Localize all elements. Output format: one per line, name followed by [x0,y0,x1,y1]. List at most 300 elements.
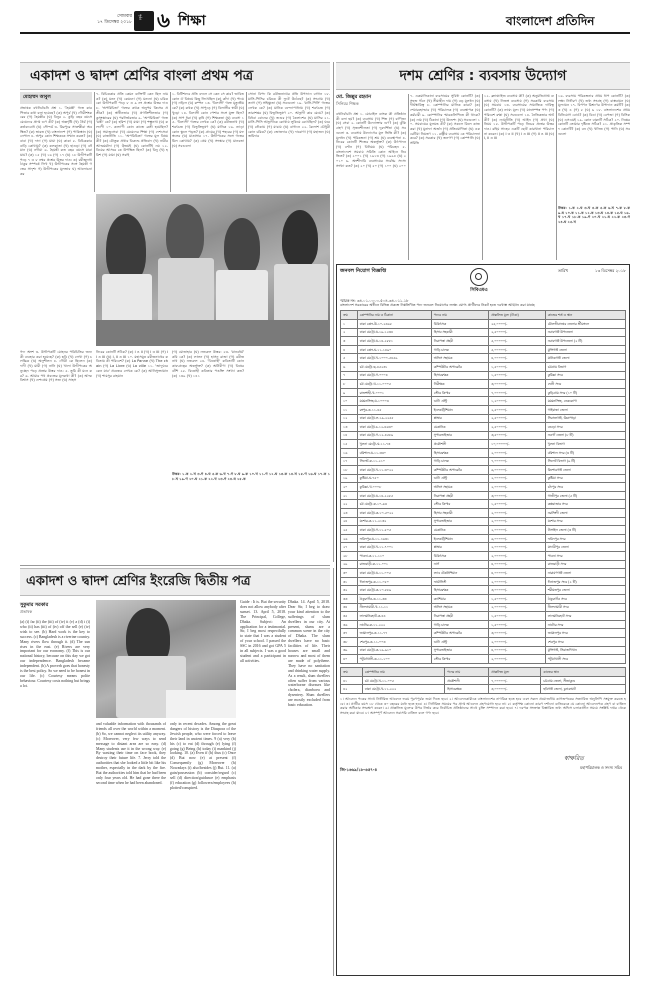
notice-memo: স্মারক নং: ৩৪.০১.০০০০.৫০৪.৩৪.০১১.১৮ [340,298,409,303]
table-cell: স্টোর কিপার [431,388,488,397]
table-cell: ৩৬ [341,620,358,629]
table-cell: দিনাজপুর সদর (২ টি) [545,577,625,586]
table-cell: সিলেট-ক-১১-২১০ [357,457,431,466]
table-cell: নওগাঁ জেলা (৮ টি) [545,431,625,440]
table-header-cell: প্রাক্কলিত মূল্য (টাকা) [489,311,546,320]
table-cell: ৭,০০০০০/- [489,388,546,397]
table-cell: শেরপুর-ক-১১-০০৩ [357,637,431,646]
table-cell: ময়মনসিংহ, নেত্রকোণা [545,397,625,406]
table-cell: ৪১ [341,676,363,685]
table-cell: নারায়ণগঞ্জ জেলা [545,569,625,578]
table-header-cell: কোম্পানির নাম ও ঠিকানা [357,311,431,320]
table-cell: ১৩ [341,423,358,432]
table-row [341,534,626,543]
table-cell: যশোর-ক-১১-২১৩২ [357,517,431,526]
table-cell: বগুড়া সদর [545,423,625,432]
table-cell: ৩,০০০০০/- [489,491,546,500]
table-cell: শেরপুর সদর [545,637,625,646]
table-cell: ২,০০০০০/- [489,526,546,535]
table-cell: হিসাবরক্ষক [445,685,489,694]
table-row [341,595,626,604]
student-writing-photo [96,600,236,718]
table-cell: চট্ট মেট্রো-ক-১০-৯৩ [357,500,431,509]
table-cell: ৭ [341,371,358,380]
table-cell: সিলেট বিভাগ (৯ টি) [545,457,625,466]
column-divider [482,94,483,260]
table-cell: ১০,০০০০০/- [489,440,546,449]
table-cell: ১৯ [341,474,358,483]
business-author: মো. জিল্লুর রহমান [336,95,371,100]
table-row [341,603,626,612]
table-cell: ইলেকট্রিশিয়ান [431,405,488,414]
table-cell: ঠাকুরগাঁও সদর [545,595,625,604]
table-cell: ১০ [341,397,358,406]
table-row [341,620,626,629]
table-header-cell: প্রাক্কলিত মূল্য [489,667,541,676]
column-divider [333,568,334,976]
table-cell: পাবনা-ক-১১-১১০ [357,552,431,561]
table-cell: ২১ [341,491,358,500]
english-article-title: একাদশ ও দ্বাদশ শ্রেণির ইংরেজি দ্বিতীয় পত্র [26,574,251,589]
table-cell: নাটোর সদর [545,620,625,629]
students-photo [96,194,330,346]
table-row [341,509,626,518]
table-row [341,552,626,561]
table-row [341,474,626,483]
table-row [341,526,626,535]
table-cell: মেকানিক [431,526,488,535]
table-cell: ৪,০০০০০/- [489,560,546,569]
table-cell: ঢাকা মেট্রো-গ-০০০৪ [357,371,431,380]
table-cell: ঢাকা মেট্রো-খ-১১-৭০০১ [357,543,431,552]
table-cell: ২৮ [341,552,358,561]
table-row [341,685,626,694]
table-cell: রংপুর-ক-১১-৪৫ [357,405,431,414]
table-cell: চট্ট মেট্রো-খ-১১-০০৫ [362,676,444,685]
table-cell: ৩,০০০০০/- [489,586,546,595]
business-col-4: ১৬. ব্যবসায় পরিকল্পনার প্রথম ধাপ কোনটি? (ক) লক্ষ্য নির্ধারণ (খ) তথ্য সংগ্রহ (গ) বাস্তবায়ন (ঘ) মূল্যায়ন ১৭. বিপণন মিশ্রণের উপাদান কয়টি? (ক) ৩ (খ) ৪ (গ) ৫ (ঘ) ৬ ১৮. বাংলাদেশের প্রথম বিনিয়োগ বোর্ড? (ক) বিডা (খ) বেপজা (গ) বিসিক (ঘ) এসএমই ১৯. কোন বাক্যটি সঠিক? ২০. নিম্নের কোনটি তোমার দৃষ্টিতে সঠিক? ২১. প্রাকৃতিক সম্পদ কোনটি? (ক) বন (খ) খনিজ (গ) পানি (ঘ) সবগুলো [558,94,630,136]
table-cell: ১৬ [341,448,358,457]
table-cell: রাজবাড়ী-ক-১১-০০১ [357,560,431,569]
table-cell: ১,২০০০০/- [489,397,546,406]
bangla-author: মোহাম্মদ আবুল [23,95,51,100]
notice-sub-table-body [341,676,626,693]
table-cell: হিসাব সহকারী [431,328,488,337]
table-cell: ৬,০০০০০/- [489,466,546,475]
table-cell: প্লাম্বার [431,414,488,423]
table-cell: সিরাজগঞ্জ, উল্লাপাড়া [545,414,625,423]
column-divider [333,62,334,562]
business-answers: উত্তর: ১.ক ২.ঘ ৩.খ ৪.ক ৫.ক ৬.খ ৭.ক ৮.ক ৯.ঘ ১০.ক ১১.ক ১২.ক ১৩.ঘ ১৪.ক ১৫.ঘ ১৬.খ ১৭.খ ১৮.ক ১৯.গ ২০.খ ২১.ঘ ২২.ক ২৩.গ ২৪.ঘ ২৫.খ [558,206,630,225]
english-col-2: and valuable information with thousands of friends all over the world within a moment. (b) So, we cannot neglect its utility anyway. (c) Moreover, very few ways to send message to distant area are so easy. (d) Many students use it in the wrong way. (e) By wasting their time on face book, they destroy their future life. 7. Jerry told the authorities that she looked a little bit like his mother, especially in the dark by the fire. But the authorities told him that he had been only four years old. He had gone there the second time when he had been abandoned. [96,722,166,785]
brand-logo: বাংলাদেশ প্রতিদিন [506,14,595,28]
table-row [341,569,626,578]
table-row [341,320,626,329]
table-row [341,423,626,432]
english-col-1: (a) (i) far (ii) the (iii) of (iv) it (v) a (d) i (i) who (ii) has (iii) of (iv) off the sell (e) (iv) wish to see. (b) Hard work is the key to success. (c) Bangladesh is a riverine country. Many rivers flow through it. (d) The sun rises in the east. (e) Rivers are very important for our economy. (f) This is our national history, because on this day we got our independence. Bangladesh became independent. (b) A proverb goes that honesty is the best policy. So we need to be honest in our life. (c) Courtesy means polite behaviour. Courtesy costs nothing but brings a lot. [20,620,90,688]
table-cell: কম্পিউটার অপারেটর [431,362,488,371]
table-cell: মানিকগঞ্জ জেলা [545,354,625,363]
table-cell: ২৯ [341,560,358,569]
table-cell: ৪ [341,345,358,354]
table-cell: দিনাজপুর-ক-১১-০৫০ [357,577,431,586]
table-cell: ঢাকা মেট্রো-ঘ-১৪-২২৮৫ [357,491,431,500]
business-author-role: সিনিয়র শিক্ষক [336,101,359,106]
table-row [341,362,626,371]
table-cell: ২,০০০০০/- [489,577,546,586]
table-cell: চিকিৎসক [431,320,488,329]
table-cell: ৮ [341,380,358,389]
table-cell: গাইবান্ধা জেলা [545,405,625,414]
english-author-box [20,602,90,618]
table-row [341,560,626,569]
table-cell: ১,৫০০০০/- [489,371,546,380]
table-cell: গাড়ি চালক [431,620,488,629]
english-author: সুকুমার সরকার [20,603,49,608]
table-cell: পটুয়াখালী সদর [545,655,625,664]
table-cell: ৩,০০০০০/- [489,685,541,694]
bangla-col-1: প্রভাষক বহুনির্বাচনি প্রশ্ন ১. 'হৈমন্তী' গল্পে কার পিতার কথা বলা হয়েছে? (ক) অপুর্ব (খ) গৌরীশংকরের (গ) হৈমন্তীর (ঘ) বিনুর ২. কুড়ি বছর বয়সে মেয়েদের প্রাপ্ত গুণ কী? (ক) অন্তর্দৃষ্টি (খ) ধৈর্য (গ) কর্তব্যবোধ (ঘ) সৌন্দর্য ৩. মিরপুরে সাতক্ষীরা অবস্থিত? (ক) ভারত (খ) বাংলাদেশ (গ) পাকিস্তান (ঘ) নেপাল ৪. অপুর কোন শিক্ষককে সম্মান করত? (ক) বাবা (খ) দাদা (গ) মামা (ঘ) কাকা ৫. বিচিত্রকার বাড়ি কোথায়? (ক) কলকাতা (খ) হাওড়া (গ) বর্ধমান (ঘ) নদীয়া ৬. হৈমন্তী কত বছর বয়সে মারা যায়? (ক) ১৫ (খ) ১৬ (গ) ১৭ (ঘ) ১৮ উদ্দীপকটি পড়ে ৭ ও ৮ নম্বর প্রশ্নের উত্তর দাও: ক) রবীন্দ্রনাথ ঠাকুর সম্পর্কে লিখ খ) উদ্দীপকের সঙ্গে হৈমন্তী গল্পের সাদৃশ্য গ) উদ্দীপকের মূলভাব ঘ) আলোচনা কর [20,106,92,176]
table-cell: ২,৫০০০০/- [489,328,546,337]
table-row [341,448,626,457]
table-row [341,517,626,526]
table-cell: ঢাকা মেট্রো-গ-১২-৪৫৮৯ [357,431,431,440]
table-row [341,397,626,406]
table-cell: ঢাকা মেট্রো-ল-১৯-২২৫৫ [357,414,431,423]
table-cell: শরীয়তপুর জেলা [545,586,625,595]
table-cell: লালমনিরহাট সদর [545,612,625,621]
table-cell: কিশোরগঞ্জ জেলা [545,466,625,475]
table-cell: ১,৫০০০০/- [489,595,546,604]
table-cell: অফিস সহায়ক [431,603,488,612]
column-divider [556,94,557,260]
table-cell: ফরিদপুর সদর [545,534,625,543]
table-cell: ডাটা এন্ট্রি [431,637,488,646]
table-cell: ফার্মাসিস্ট [431,577,488,586]
table-cell: ৩৩ [341,595,358,604]
table-cell: বরিশাল সদর (৩ টি) [545,448,625,457]
table-cell: ৯ [341,388,358,397]
table-cell: ৩০ [341,569,358,578]
notice-sub: বাংলাদেশ সরকারের অধীনে বিভিন্ন প্রকল্পে নিম্নলিখিত পদে জনবল নিয়োগের লক্ষ্যে যোগ্য প্রার্থীদের নিকট হতে দরখাস্ত আহ্বান করা যাচ্ছে [340,303,535,307]
table-cell: নিরাপত্তা প্রহরী [431,491,488,500]
masthead [20,8,630,34]
ad-code: জি-১৬৬৯/১৮-৬৫৭-৪ [340,766,378,772]
column-divider [170,92,171,192]
table-cell: ৬ [341,362,358,371]
table-cell: ২ [341,328,358,337]
table-cell: ১৪ [341,431,358,440]
table-cell: হিসাবরক্ষক [431,448,488,457]
table-cell: প্রকৌশলী [431,440,488,449]
page-number-badge [134,11,154,31]
notice-table-body [341,320,626,664]
table-cell: ৩ [341,337,358,346]
table-cell: ময়মনসিংহ-ঘ-১০০০৩ [357,397,431,406]
table-row [341,414,626,423]
table-cell: অফিস সহায়ক [431,354,488,363]
table-cell: পটুয়াখালী-ক-১১-১০০ [357,655,431,664]
table-cell: স্টোর কিপার [431,500,488,509]
table-cell: রাজশাহী-খ-০০০১ [357,388,431,397]
table-cell: প্রকৌশলী [445,676,489,685]
table-cell: স্টোর কিপার [431,655,488,664]
table-cell: মৌলভীবাজার জেলার শ্রীমঙ্গলে [545,320,625,329]
table-cell: ঢাকা মেট্রো-গ-১১-৫০৫ [357,526,431,535]
english-author-role: প্রভাষক [20,609,33,614]
table-header-cell: কোম্পানির নাম [362,667,444,676]
table-cell: ৭,০০০০০/- [489,676,541,685]
table-cell: ঢাকা মেট্রো-খ-১০০০-৫৪৫৯ [357,354,431,363]
table-cell: ২,০০০০০/- [489,655,546,664]
table-header-cell: ক্রম [341,311,358,320]
table-cell: চট্টগ্রাম জেলা, সীতাকুণ্ড [541,676,626,685]
table-cell: ঢাকা মেট্রো-চ-১২-৪৬৩০ [357,423,431,432]
table-cell: গাজীপুর জেলা (৫ টি) [545,491,625,500]
table-cell: ৫,০০০০০/- [489,345,546,354]
table-cell: ৪২ [341,685,363,694]
table-row [341,543,626,552]
table-row [341,577,626,586]
table-cell: ২৫ [341,526,358,535]
table-cell: খুলনা মেট্রো-ঘ-১১-৭৩ [357,440,431,449]
table-header-cell: ক্রম [341,667,363,676]
table-row [341,457,626,466]
bangla-lower-col-3: (গ) মোতাহার (ঘ) নজরুল উত্তর: ২৩. 'মানবধর্ম' কবি কে? (ক) লালন (খ) হাসন রাজা (গ) রবীন্দ্রনাথ (ঘ) নজরুল ২৪. 'বিদ্রোহী' কবিতাটি কোন কাব্যগ্রন্থের অন্তর্ভুক্ত? (ক) অগ্নিবীণা (খ) বিষের বাঁশি ২৫. বিদ্রোহী কবিতার পঙক্তি সংখ্যা কত? (ক) ১৩৯ (খ) ১৪১ [172,350,244,378]
table-cell: ৪,০০০০০/- [489,646,546,655]
table-cell: ২,০০০০০/- [489,483,546,492]
table-row [341,676,626,685]
business-col-3: ১২. ফ্র্যাঞ্চাইজ ব্যবসায় কী? (ক) অনুমতিপ্রাপ্ত ব্যবসায় (খ) নিজস্ব ব্যবসায় (গ) সরকারি ব্যবসায় (ঘ) সমবায় ১৩. ব্যবসায়ের সামাজিক দায়িত্ব কোনটি? (ক) ন্যায্য মূল্য (খ) মানসম্পন্ন পণ্য (গ) পরিবেশ রক্ষা (ঘ) সবগুলো ১৪. নৈতিকতার অর্থ কী? (ক) ন্যায়নীতি (খ) আইন (গ) প্রথা (ঘ) নিয়ম ১৫. উদ্দীপকটি পড়ে নিচের প্রশ্নের উত্তর দাও। রহিম সাহেব একটি ছোট কারখানা পরিচালনা করেন। (ক) i ও ii (খ) i ও iii (গ) ii ও iii (ঘ) i, ii ও iii [484,94,554,141]
table-cell: চট্ট মেট্রো-ছ-৪৫২৩১ [357,362,431,371]
business-col-2: ৭. একমালিকানা ব্যবসায়ের সুবিধা কোনটি? (ক) সহজ গঠন (খ) সীমাহীন দায় (গ) বড় মূলধন (ঘ) দীর্ঘস্থায়িত্ব ৮. কোম্পানির মালিক কারা? (ক) শেয়ারহোল্ডার (খ) পরিচালক (গ) ব্যবস্থাপক (ঘ) কর্মচারী ৯. কোম্পানির স্মারকলিপিতে কী থাকে? (ক) নাম (খ) ঠিকানা (গ) উদ্দেশ্য (ঘ) সবগুলো ১০. সমবায়ের মূলমন্ত্র কী? (ক) সকলে মিলে কাজ করা (খ) মুনাফা অর্জন (গ) প্রতিযোগিতা (ঘ) একচেটিয়া নিয়ন্ত্রণ ১১. রাষ্ট্রীয় ব্যবসায় কে পরিচালনা করে? (ক) সরকার (খ) জনগণ (গ) কোম্পানি (ঘ) সমিতি [410,94,480,146]
notice-table-header [341,311,626,320]
table-row [341,491,626,500]
table-cell: ঠাকুরগাঁও-ক-১১-৩৩ [357,595,431,604]
table-cell: যশোর সদর [545,517,625,526]
notice-sub-table [340,667,626,694]
notice-date-label: তারিখ [557,268,568,273]
table-cell: হিসাবরক্ষক [431,586,488,595]
english-article-title-band [20,568,330,596]
table-cell: প্লাম্বার [431,543,488,552]
table-cell: ঢাকা মেট্রো-খ-১১-২২২ [362,685,444,694]
column-divider [408,94,409,260]
table-cell: কুমিল্লা সদর [545,371,625,380]
table-cell: কক্সবাজার সদর [545,500,625,509]
table-cell: ৩৫ [341,612,358,621]
table-cell: অফিস সহায়ক [431,483,488,492]
table-row [341,380,626,389]
table-cell: নীলফামারী সদর [545,603,625,612]
table-cell: ২,৫০০০০/- [489,423,546,432]
table-cell: ডাটা এন্ট্রি [431,397,488,406]
bangla-lower-col-2: নিচের কোনটি সঠিক? (ক) i ও ii (খ) i ও iii (গ) ii ও iii (ঘ) i, ii ও iii ১০. মহাসমুদ্র রবীন্দ্রনাথের কবিতায় কী পরিবেশ? (ক) La Panne (খ) The chain (গ) La Livre (ঘ) La ville ১১. 'জাদুঘরে কেন যাব' প্রবন্ধের লেখক কে? (ক) আনিসুজ্জামান (খ) শামসুর রাহমান [96,350,168,378]
table-cell: ১,৫০০০০/- [489,500,546,509]
table-cell: ৫,০০০০০/- [489,337,546,346]
table-cell: ৩৯ [341,646,358,655]
table-cell: মেকানিক [431,423,488,432]
table-row [341,354,626,363]
bangla-author-box [20,92,92,104]
table-cell: কম্পিউটার অপারেটর [431,466,488,475]
bangla-lower-col-1: গদ্য অংশ ৩. উদ্দীপকটি মোহনর পরিচিতির জন্য কী ব্যবহার করা হয়েছে? (ক) ছবি (খ) লেখা (গ) চলচ্চিত্র (ঘ) অনুশীলন ৪. গৌরী কে ছিলেন (ক) দাদী (খ) মামী (গ) নানি (ঘ) খালা উদ্দীপকের অনুচ্ছেদ পড়ে প্রশ্নের উত্তর দাও: ৫. তুমি কী মনে কর? ৬. আমার পথ প্রবন্ধের মূলকথা কী? (ক) আত্মবিশ্বাস (খ) দেশপ্রেম (গ) সত্য (ঘ) সাহস [20,350,92,383]
day: সোমবার [117,14,132,19]
business-author-box [336,94,406,110]
column-divider [246,92,247,192]
table-cell: মুন্সিগঞ্জ জেলা [545,345,625,354]
table-row [341,328,626,337]
table-cell: ঢাকা কোং-ঘ-১১-১৪৯০ [357,345,431,354]
table-cell: ২,৫০০০০/- [489,405,546,414]
table-cell: ঢাকা মেট্রো-ঘ-১৯-১২৩৪ [357,328,431,337]
table-cell: ৪,০০০০০/- [489,569,546,578]
table-cell: জামালপুর সদর [545,629,625,638]
table-row [341,655,626,664]
table-row [341,337,626,346]
bangla-col-4: সোনা বিপদ কি রবীন্দ্রনাথের প্রতি উপাদান বাগান ১৮. মাসি-পিসির চরিত্রে কী ফুটে উঠেছে? (ক) সংগ্রাম (খ) ত্যাগ (গ) সহিষ্ণুতা (ঘ) সবগুলো ১৯. 'মাসি-পিসি' গল্পের লেখক কে? (ক) মানিক বন্দ্যোপাধ্যায় (খ) শরৎচন্দ্র (গ) তারাশঙ্কর (ঘ) বিভূতিভূষণ ২০. আহ্লাদী কার মেয়ে? (ক) বিধবা বোনের (খ) জগুর (গ) কৈলাশের (ঘ) মাসির ২১. মাসি-পিসি আহ্লাদীকে কোথায় লুকিয়ে রেখেছিল? (ক) ঘরে (খ) নৌকায় (গ) মাচায় (ঘ) বাগানে ২২. কৈলাশ চৌধুরী কোন চরিত্র? (ক) জোতদার (খ) দারোগা (গ) মহাজন (ঘ) জমিদার [248,92,330,139]
table-cell: কম্পিউটার অপারেটর [431,629,488,638]
org-name: সিবিএমএ [470,288,488,293]
table-cell: ফরিদপুর-ঘ-১১-১৬৩১ [357,534,431,543]
section-divider [20,565,330,566]
table-cell: ডাটা এন্ট্রি [431,474,488,483]
table-cell: ৭,০০০০০/- [489,457,546,466]
table-cell: নবাবগঞ্জ উপজেলা [545,328,625,337]
table-cell: ঢাকা মেট্রো-ঘ-১৪-২৮৮১ [357,337,431,346]
english-col-3: only in recent decades. Among the great dangers of history is the Diaspora of the Jewish people, who were forced to leave their land in ancient times. 9 (a) very (b) his (c) to eat (d) through (e) lying (f) going (g) Being (h) today (i) mankind (j) looking. 10. (a) Even if (b) thus (c) Once (d) But now (e) at present (f) Consequently (g) Moreover (h) Nowadays (i) also/besides (j) But. 11. (a) gain/possession (b) consider/regard (c) sell (d) direction/guidance (e) emphasis (f) education (g) followers/employees (h) plotted/conspired. [170,722,236,790]
table-cell: কুমিল্লা-খ-০০০৮ [357,483,431,492]
table-row [341,586,626,595]
bangla-col-2: ৭. বিচিত্রকার প্রতি কেমন ব্যক্তিটি কেন ছিল নামক? (ক) মনন (খ) কেমনো (গ) মননো (ঘ) চরিত্রকো উদ্দীপকটি পড়ে ৮ ও ৯ নং প্রশ্নের উত্তর দাও ৮. 'অপরিচিতা' গল্পের কথক অনুপম কিসের প্রতীক? (ক) স্বাধীনতার (খ) প্রগতিশীলতার (গ) কুসংস্কারের (ঘ) পরনির্ভরতার ৯. 'অপরিচিতা' গল্পে 'মন্ত্রী' কে? (ক) হরিশ (খ) মামা (গ) শম্ভুনাথ (ঘ) কল্যাণী ১০. কল্যাণী কোন কাজে ব্রতী হয়েছিল? (ক) সমাজসেবা (খ) মেয়েদের শিক্ষা (গ) দেশসেবা (ঘ) রাজনীতি ১১. 'অপরিচিতা' গল্পের মূল বিষয় কী? (ক) যৌতুক প্রথার বিরুদ্ধে প্রতিবাদ (খ) নারীর আত্মমর্যাদা (গ) উভয়ই (ঘ) কোনটিই নয় ১২. বিয়ের আসরে কে উপস্থিত ছিল? (ক) বিনু (খ) হরিশ (গ) মামা (ঘ) সবাই [96,92,168,158]
table-row [341,637,626,646]
bangla-answers: উত্তর: ১.ক ২.খ ৩.গ ৪.ঘ ৫.ক ৬.খ ৭.গ ৮.ঘ ৯.ক ১০.খ ১১.গ ১২.ঘ ১৩.ক ১৪.খ ১৫.গ ১৬.ঘ ১৭.ক ১৮.খ ১৯.গ ২০.ঘ ২১.ক ২২.খ ২৩.গ ২৪.ঘ ২৫.ক [172,472,330,481]
table-cell: কুষ্টিয়া সদর [545,474,625,483]
table-cell: ৩,০০০০০/- [489,380,546,389]
table-cell: নিরীক্ষক [431,380,488,389]
signature-name: স্বাক্ষরিত [564,754,584,762]
table-cell: ৩১ [341,577,358,586]
table-cell: হিসাবরক্ষক [431,371,488,380]
table-cell: ১,৫০০০০/- [489,620,546,629]
table-cell: ১ [341,320,358,329]
table-cell: ২,০০০০০/- [489,543,546,552]
table-cell: ২,০০০০০/- [489,509,546,518]
table-cell: ২,৫০০০০/- [489,414,546,423]
bangla-article-title: একাদশ ও দ্বাদশ শ্রেণির বাংলা প্রথম পত্র [30,68,254,84]
table-cell: সুপারভাইজার [431,431,488,440]
table-cell: ৫ [341,354,358,363]
table-row [341,405,626,414]
table-header-cell: পদের নাম [431,311,488,320]
table-cell: কুষ্টিয়া-ঘ-৭৫০ [357,474,431,483]
table-cell: ৩৮ [341,637,358,646]
table-cell: মাদারীপুর জেলা [545,543,625,552]
table-cell: ১৫ [341,440,358,449]
table-cell: নবাবগঞ্জ উপজেলা (২ টি) [545,337,625,346]
table-cell: ৩৭ [341,629,358,638]
notice-table [340,310,626,664]
table-cell: চাঁদপুর সদর [545,483,625,492]
table-cell: ১১ [341,405,358,414]
table-cell: ঢাকা কোং-উ-১০-২৪৬৫ [357,320,431,329]
table-cell: ৩৪ [341,603,358,612]
table-cell: হিসাব সহকারী [431,509,488,518]
table-row [341,388,626,397]
table-cell: মুন্সিগঞ্জ, সিরাজদিখান [545,646,625,655]
table-row [341,371,626,380]
table-cell: ঢাকা মেট্রো-ক-১০-৮৮৯ [357,586,431,595]
table-cell: ঢাকা মেট্রো-খ-১১-৩০২২ [357,466,431,475]
table-cell: নিরাপত্তা প্রহরী [431,337,488,346]
table-cell: সুপারভাইজার [431,646,488,655]
signature-mark [564,753,606,763]
table-cell: ১৮ [341,466,358,475]
table-cell: লালমনিরহাট-ক-৪৪ [357,612,431,621]
table-cell: ৩২ [341,586,358,595]
table-cell: ৩,০০০০০/- [489,629,546,638]
date-block [80,14,132,26]
page-label: পৃষ্ঠা [138,14,142,20]
business-article-title-band [336,62,630,90]
table-cell: ১২ [341,414,358,423]
table-cell: রাজবাড়ী সদর [545,560,625,569]
table-cell: গাড়ি চালক [431,345,488,354]
table-header-cell: পদের নাম [445,667,489,676]
notice-date: ১৩ ডিসেম্বর ২০১৮ [594,268,626,273]
table-cell: ৪,০০০০০/- [489,354,546,363]
table-cell: চট্টগ্রাম বিভাগ [545,362,625,371]
english-col-5: Dhaka. 14. April 5, 2018. Dear Sir, I beg to draw your kind attention to the sufferings of slum dwellers in our city. At present, slums are a common scene in the city of Dhaka. The slum dwellers have no basic facilities of life. Their houses are small and narrow and most of them are made of polythene. They have no sanitation and drinking water supply. As a result, slum dwellers often suffer from various waterborne diseases like cholera, diarrhoea and dysentery. Slum dwellers are mostly excluded from basic education. [288,600,330,708]
table-cell: ফেনী সদর [545,380,625,389]
table-cell: ২৫,০০০০/- [489,320,546,329]
table-cell: গাড়ি চালক [431,457,488,466]
table-cell: ১,৫০০০০/- [489,612,546,621]
table-cell: ২,০০০০০/- [489,637,546,646]
table-cell: হবিগঞ্জ জেলা, চুনারুঘাট [541,685,626,694]
table-cell: খুলনা বিভাগ [545,440,625,449]
table-cell: ১,৫০০০০/- [489,362,546,371]
table-cell: ২৪ [341,517,358,526]
job-notice-ad [336,264,630,976]
table-row [341,646,626,655]
table-cell: ঢাকা মেট্রো-ক-১৯-৯১০ [357,646,431,655]
table-cell: ২,০০০০০/- [489,552,546,561]
table-row [341,345,626,354]
table-cell: ২,০০০০০/- [489,517,546,526]
table-cell: কুড়িগ্রাম সদর (১০ টি) [545,388,625,397]
english-col-4: Guide : It is. But the security does not allow anybody after sunset. 13. April 5, 2018. The Principal, College, Dhaka. Subject: An application for a testimonial. Sir, I beg most respectfully to state that I was a student of your school. I passed the SSC in 2016 and got GPA 5 in all subjects. I was a good student and a participant in all activities. [240,600,286,663]
table-cell: নীলফামারী-খ-১১-১১ [357,603,431,612]
org-emblem-icon [470,268,488,286]
business-article-title: দশম শ্রেণির : ব্যবসায় উদ্যোগ [399,68,567,84]
notice-sub-table-header [341,667,626,676]
table-cell: ২,০০০০০/- [489,448,546,457]
table-cell: নার্স [431,560,488,569]
bangla-col-3: ১. বিটিশদের প্রতি বদলে সে কেন সে কার? ভাবিত কোন ঐ বিষয়ে কিছু লিখেছিল (ক) কাঁদা (খ) পায়ে (গ) নড়িল (ঘ) কম্পন ১৩. 'বিলাসী' গল্পে মৃত্যুঞ্জয় কে? (ক) কথক (খ) সাপুড়ে (গ) বিলাসীর স্বামী (ঘ) খুড়ো ১৪. বিলাসী কোন পেশার সঙ্গে যুক্ত ছিল? (ক) সাপ ধরা (খ) কৃষি (গ) শিক্ষকতা (ঘ) ব্যবসা ১৫. 'বিলাসী' গল্পের লেখক কে? (ক) রবীন্দ্রনাথ (খ) শরৎচন্দ্র (গ) বিভূতিভূষণ (ঘ) মানিক ১৬. ন্যাড়া কোন স্কুলে পড়ত? (ক) গ্রামের (খ) শহরের (গ) মফস্বলের (ঘ) মাদ্রাসার ১৭. উদ্দীপকের সঙ্গে গল্পের মিল কোথায়? (ক) প্রেম (খ) সংস্কার (গ) মানবতা (ঘ) সবগুলো [172,92,244,148]
signatory: মহাপরিচালক ও সদস্য সচিব [580,764,622,770]
table-cell: ২,০০০০০/- [489,474,546,483]
notice-terms: ১। আবেদন পত্রের সাথে নির্ধারিত আবেদন ফরম পূরণপূর্বক জমা দিতে হবে। ২। আবেদনকারীকে বাংলাদেশের নাগরিক হতে হবে এবং সকল প্রয়োজনীয় কাগজপত্রের সত্যায়িত অনুলিপি সংযুক্ত করতে হবে। ৩। প্রার্থীর বয়স ১৮ থেকে ৩০ বছরের মধ্যে হতে হবে। ৪। নির্ধারিত সময়ের পর প্রাপ্ত আবেদন গ্রহণযোগ্য হবে না। ৫। কর্তৃপক্ষ কোনো কারণ দর্শানো ব্যতিরেকে যে কোনো আবেদনপত্র গ্রহণ বা বাতিল করার অধিকার সংরক্ষণ করেন। ৬। প্রাক্কলিত মূল্যের উপর নির্ভর করে নির্বাচিত প্রতিষ্ঠানের সাথে চুক্তি সম্পাদন করা হবে। ৭। দরপত্র সংক্রান্ত বিস্তারিত তথ্য অফিস চলাকালীন সময়ে সংশ্লিষ্ট দপ্তর থেকে সংগ্রহ করা যাবে। ৮। অসম্পূর্ণ আবেদন সরাসরি বাতিল বলে গণ্য হবে। [340,696,626,716]
table-cell: ঢাকা মেট্রো-ক-১০-৫০২২ [357,509,431,518]
table-cell: জামালপুর-ক-১১-৭৭ [357,629,431,638]
column-divider [94,92,95,192]
table-cell: টাঙ্গাইল জেলা (৩ টি) [545,526,625,535]
table-cell: ইলেকট্রিশিয়ান [431,534,488,543]
date: ১৭ ডিসেম্বর ২০১৮ [97,20,132,25]
table-cell: সুপারভাইজার [431,517,488,526]
table-row [341,483,626,492]
